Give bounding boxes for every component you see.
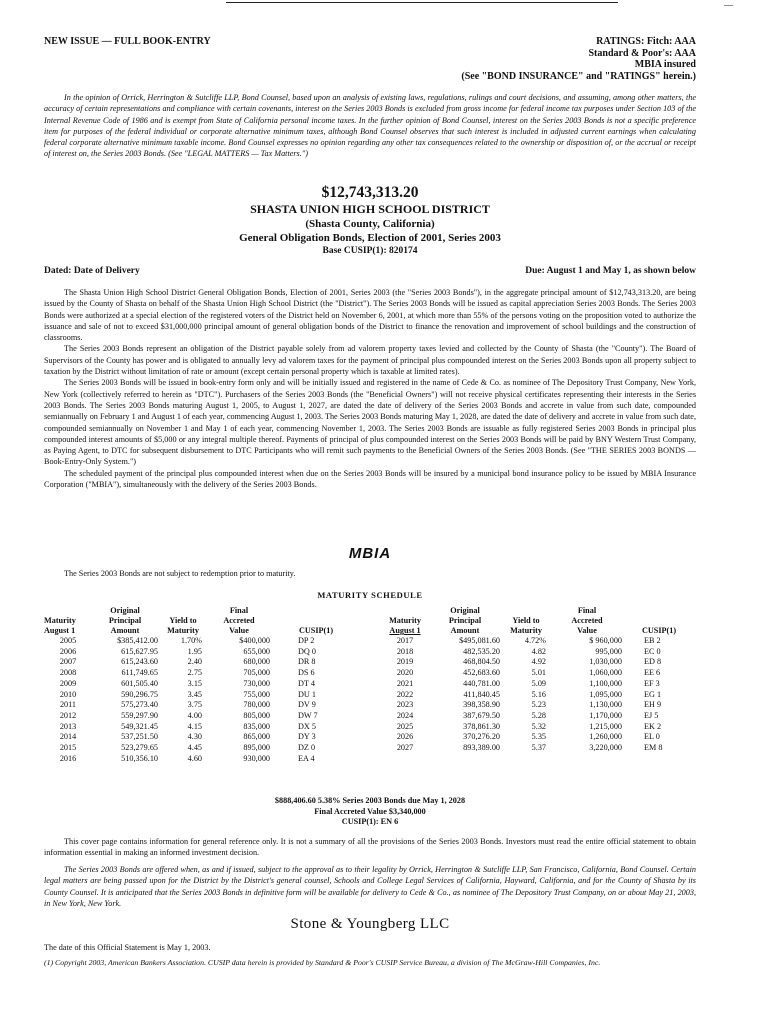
accreted-value: 1,060,000 — [589, 668, 622, 678]
maturity-year: 2012 — [59, 710, 77, 720]
principal-amount: 398,358.90 — [463, 700, 500, 710]
base-cusip: Base CUSIP(1): 820174 — [322, 246, 418, 256]
rating-line: (See "BOND INSURANCE" and "RATINGS" herein.) — [461, 70, 696, 82]
cusip-suffix: DU 1 — [298, 689, 316, 699]
table-row — [380, 657, 696, 668]
yield-value: 5.35 — [531, 732, 546, 742]
col-accreted: Final Accreted Value — [571, 606, 603, 635]
table-row — [44, 636, 362, 647]
yield-value: 1.95 — [187, 646, 202, 656]
rating-line: Standard & Poor's: AAA — [588, 47, 696, 59]
table-row — [44, 700, 362, 711]
term-bond-line: CUSIP(1): EN 6 — [341, 817, 399, 826]
mbia-logo: MBIA — [348, 545, 392, 562]
yield-value: 1.70% — [180, 636, 202, 645]
principal-amount: 440,781.00 — [463, 678, 500, 688]
body-paragraph: The Series 2003 Bonds will be issued in book-entry form only and will be initially issued and registered in the name of Cede & Co. as nominee of The Depository Trust Company, New York, New York (collectively referred to herein as "DTC"). Purchasers of the Series 2003 Bonds (the "Beneficial Owners") will not receive physical certificates representing their interests in the Series 2003 Bonds. The Series 2003 Bonds maturing August 1, 2005, to August 1, 2027, are dated the date of delivery of the Series 2003 Bonds and accrete in value from such date, compounded semiannually on February 1 and August 1 of each year, commencing August 1, 2003. The Series 2003 Bonds maturing May 1, 2028, are dated the date of delivery and accrete in value from such date, compounded semiannually on November 1 and May 1 of each year, commencing November 1, 2003. The Series 2003 Bonds are issuable as fully registered Series 2003 Bonds in principal plus compounded interest amounts of $5,000 or any integral multiple thereof. Payments of principal of plus compounded interest on the Series 2003 Bonds will be paid by BNY Western Trust Company, as Paying Agent, to DTC for subsequent disbursement to DTC Participants who will remit such payments to the Beneficial Owners of the Series 2003 Bonds. (See "THE SERIES 2003 BONDS — Book-Entry-Only System.") — [44, 378, 696, 467]
cusip-suffix: EG 1 — [644, 689, 662, 699]
col-maturity: Maturity August 1 — [44, 616, 76, 635]
accreted-value: 1,130,000 — [589, 700, 622, 710]
table-row — [44, 711, 362, 722]
cusip-suffix: DZ 0 — [298, 743, 316, 753]
maturity-year: 2016 — [59, 753, 77, 763]
maturity-year: 2020 — [396, 668, 414, 678]
cover-note: This cover page contains information for general reference only. It is not a summary of all the provisions of the Series 2003 Bonds. Investors must read the entire official statement to obtain information essential in making an informed investment decision. — [44, 837, 696, 858]
maturity-year: 2027 — [396, 743, 414, 753]
principal-amount: 510,356.10 — [121, 753, 158, 763]
accreted-value: 730,000 — [243, 678, 270, 688]
yield-value: 5.28 — [531, 710, 546, 720]
principal-amount: 575,273.40 — [121, 700, 158, 710]
accreted-value: 780,000 — [243, 700, 270, 710]
yield-value: 3.75 — [187, 700, 202, 710]
col-principal: Original Principal Amount — [448, 606, 482, 635]
redemption-note: The Series 2003 Bonds are not subject to redemption prior to maturity. — [64, 569, 296, 578]
cusip-suffix: EH 9 — [644, 700, 662, 710]
accreted-value: 705,000 — [243, 668, 270, 678]
table-row — [380, 711, 696, 722]
principal-amount: $385,412.00 — [117, 636, 158, 645]
accreted-value: 865,000 — [243, 732, 270, 742]
principal-amount: 378,861.30 — [463, 721, 500, 731]
table-row — [380, 700, 696, 711]
table-row — [380, 722, 696, 733]
underwriter-name: Stone & Youngberg LLC — [290, 916, 450, 932]
due-label: Due: August 1 and May 1, as shown below — [525, 266, 696, 276]
rating-line: RATINGS: Fitch: AAA — [596, 36, 696, 47]
table-row — [44, 668, 362, 679]
table-row — [380, 668, 696, 679]
cusip-suffix: EB 2 — [644, 636, 661, 645]
yield-value: 2.75 — [187, 668, 202, 678]
maturity-year: 2022 — [396, 689, 414, 699]
accreted-value: 805,000 — [243, 710, 270, 720]
accreted-value: 995,000 — [595, 646, 622, 656]
principal-amount: 615,627.95 — [121, 646, 158, 656]
accreted-value: $ 960,000 — [589, 636, 622, 645]
table-row — [44, 657, 362, 668]
table-row — [380, 636, 696, 647]
cusip-suffix: EC 0 — [644, 646, 661, 656]
header — [44, 36, 696, 86]
maturity-year: 2025 — [396, 721, 414, 731]
bond-series: General Obligation Bonds, Election of 2001, Series 2003 — [239, 232, 501, 244]
col-cusip: CUSIP(1) — [298, 626, 334, 635]
table-row — [380, 690, 696, 701]
col-yield: Yield to Maturity — [167, 616, 199, 635]
maturity-year: 2013 — [59, 721, 77, 731]
maturity-year: 2026 — [396, 732, 414, 742]
maturity-year: 2015 — [59, 743, 77, 753]
cusip-suffix: EJ 5 — [644, 710, 659, 720]
principal-amount: 559,297.90 — [121, 710, 158, 720]
yield-value: 4.15 — [187, 721, 202, 731]
table-row — [44, 754, 362, 765]
maturity-year: 2024 — [396, 710, 414, 720]
cusip-suffix: DX 5 — [298, 721, 316, 731]
body-paragraph: The Series 2003 Bonds represent an obligation of the District payable solely from ad valorem property taxes levied and collected by the County of Shasta (the "County"). The Board of Supervisors of the County has power and is obligated to annually levy ad valorem taxes for the payment of principal plus compounded interest on the Series 2003 Bonds upon all property subject to taxation by the District without limitation of rate or amount (except certain personal property which is taxable at limited rates). — [44, 344, 696, 377]
maturity-year: 2018 — [396, 646, 414, 656]
cusip-suffix: EF 3 — [644, 678, 660, 688]
accreted-value: 1,030,000 — [589, 657, 622, 667]
table-row — [380, 679, 696, 690]
maturity-year: 2023 — [396, 700, 414, 710]
yield-value: 4.72% — [524, 636, 546, 645]
col-maturity: Maturity August 1 — [389, 616, 421, 635]
cusip-suffix: EK 2 — [644, 721, 662, 731]
maturity-year: 2019 — [396, 657, 414, 667]
statement-date: The date of this Official Statement is May 1, 2003. — [44, 943, 211, 952]
cusip-suffix: EM 8 — [644, 743, 663, 753]
yield-value: 2.40 — [187, 657, 202, 667]
yield-value: 4.92 — [531, 657, 546, 667]
col-yield: Yield to Maturity — [510, 616, 542, 635]
body-paragraph: The Shasta Union High School District General Obligation Bonds, Election of 2001, Series 2003 (the "Series 2003 Bonds"), in the aggregate principal amount of $12,743,313.20, are being issued by the County of Shasta on behalf of the Shasta Union High School District (the "District"). The Series 2003 Bonds will be issued as capital appreciation Series 2003 Bonds. The Series 2003 Bonds were authorized at a special election of the registered voters of the District held on November 6, 2001, at which more than 55% of the persons voting on the proposition voted to authorize the issuance and sale of not to exceed $31,000,000 principal amount of general obligation bonds of the District to finance the renovation and improvement of school buildings and the construction of classrooms. — [44, 288, 696, 343]
accreted-value: $400,000 — [239, 636, 270, 645]
table-row — [44, 679, 362, 690]
maturity-year: 2010 — [59, 689, 77, 699]
cusip-footnote: (1) Copyright 2003, American Bankers Association. CUSIP data herein is provided by Standard & Poor's CUSIP Service Bureau, a division of The McGraw-Hill Companies, Inc. — [44, 958, 601, 967]
accreted-value: 895,000 — [243, 743, 270, 753]
maturity-year: 2011 — [59, 700, 77, 710]
top-rule — [226, 2, 618, 3]
principal-amount: 411,840.45 — [463, 689, 500, 699]
maturity-year: 2007 — [59, 657, 77, 667]
cusip-suffix: ED 8 — [644, 657, 662, 667]
table-row — [44, 732, 362, 743]
table-row — [44, 722, 362, 733]
right-rows — [380, 636, 696, 754]
cusip-suffix: EA 4 — [298, 753, 315, 763]
body-text — [44, 287, 696, 490]
principal-amount: 590,296.75 — [121, 689, 158, 699]
accreted-value: 1,095,000 — [589, 689, 622, 699]
yield-value: 4.45 — [187, 743, 202, 753]
principal-amount: 387,679.50 — [463, 710, 500, 720]
maturity-year: 2009 — [59, 678, 77, 688]
accreted-value: 835,000 — [243, 721, 270, 731]
accreted-value: 655,000 — [243, 646, 270, 656]
cusip-suffix: DQ 0 — [298, 646, 316, 656]
ratings-block — [461, 36, 696, 82]
principal-amount: 452,683.60 — [463, 668, 500, 678]
cusip-suffix: DT 4 — [298, 678, 315, 688]
cusip-suffix: EL 0 — [644, 732, 660, 742]
yield-value: 4.30 — [187, 732, 202, 742]
col-accreted: Final Accreted Value — [223, 606, 255, 635]
principal-amount: 601,505.40 — [121, 678, 158, 688]
cusip-suffix: EE 6 — [644, 668, 661, 678]
yield-value: 5.01 — [531, 668, 546, 678]
principal-amount: 482,535.20 — [463, 646, 500, 656]
cusip-suffix: DR 8 — [298, 657, 316, 667]
cusip-suffix: DP 2 — [298, 636, 315, 645]
yield-value: 5.16 — [531, 689, 546, 699]
table-row — [44, 647, 362, 658]
schedule-title: MATURITY SCHEDULE — [317, 590, 423, 600]
cusip-suffix: DV 9 — [298, 700, 316, 710]
col-cusip: CUSIP(1) — [641, 626, 677, 635]
county-name: (Shasta County, California) — [305, 218, 435, 230]
accreted-value: 680,000 — [243, 657, 270, 667]
left-rows — [44, 636, 362, 764]
yield-value: 4.00 — [187, 710, 202, 720]
principal-amount: 537,251.50 — [121, 732, 158, 742]
aggregate-amount: $12,743,313.20 — [321, 184, 419, 201]
maturity-table-right — [380, 606, 696, 754]
accreted-value: 1,260,000 — [589, 732, 622, 742]
cusip-suffix: DW 7 — [298, 710, 318, 720]
maturity-table-left — [44, 606, 362, 764]
term-bond-line: Final Accreted Value $3,340,000 — [314, 806, 426, 816]
accreted-value: 3,220,000 — [589, 743, 622, 753]
principal-amount: $495,081.60 — [459, 636, 500, 645]
principal-amount: 893,389.00 — [463, 743, 500, 753]
yield-value: 5.32 — [531, 721, 546, 731]
principal-amount: 549,321.45 — [121, 721, 158, 731]
maturity-year: 2006 — [59, 646, 77, 656]
offering-terms: The Series 2003 Bonds are offered when, as and if issued, subject to the approval as to their legality by Orrick, Herrington & Sutcliffe LLP, San Francisco, California, Bond Counsel. Certain legal matters are being passed upon for the District by the District's general counsel, Schools and College Legal Services of California, Hayward, California, and for the County of Shasta by its County Counsel. It is anticipated that the Series 2003 Bonds in definitive form will be available for delivery to Cede & Co., as nominee of The Depository Trust Company, on or about May 21, 2003, in New York, New York. — [44, 865, 696, 908]
maturity-year: 2021 — [396, 678, 414, 688]
accreted-value: 1,170,000 — [589, 710, 622, 720]
body-paragraph: The scheduled payment of the principal plus compounded interest when due on the Series 2003 Bonds will be insured by a municipal bond insurance policy to be issued by MBIA Insurance Corporation ("MBIA"), simultaneously with the delivery of the Series 2003 Bonds. — [44, 468, 696, 490]
table-row — [44, 690, 362, 701]
col-principal: Original Principal Amount — [108, 606, 142, 635]
term-bond — [44, 796, 696, 828]
corner-mark: — — [724, 0, 733, 10]
maturity-year: 2014 — [59, 732, 77, 742]
yield-value: 4.60 — [187, 753, 202, 763]
cusip-suffix: DY 3 — [298, 732, 316, 742]
new-issue-label: NEW ISSUE — FULL BOOK-ENTRY — [44, 36, 211, 47]
accreted-value: 930,000 — [243, 753, 270, 763]
principal-amount: 615,243.60 — [121, 657, 158, 667]
yield-value: 5.09 — [531, 678, 546, 688]
table-row — [380, 647, 696, 658]
tax-opinion: In the opinion of Orrick, Herrington & Sutcliffe LLP, Bond Counsel, based upon an analysis of existing laws, regulations, rulings and court decisions, and assuming, among other matters, the accuracy of certain representations and compliance with certain covenants, interest on the Series 2003 Bonds is excluded from gross income for federal income tax purposes under Section 103 of the Internal Revenue Code of 1986 and is exempt from State of California personal income taxes. In the further opinion of Bond Counsel, interest on the Series 2003 Bonds is not a specific preference item for purposes of the federal individual or corporate alternative minimum taxes, although Bond Counsel observes that such interest is included in adjusted current earnings when calculating federal corporate alternative minimum taxable income. Bond Counsel expresses no opinion regarding any other tax consequences related to the ownership or disposition of, or the accrual or receipt of interest on, the Series 2003 Bonds. (See "LEGAL MATTERS — Tax Matters.") — [44, 93, 696, 159]
table-row — [380, 732, 696, 743]
maturity-year: 2005 — [59, 636, 77, 645]
district-name: SHASTA UNION HIGH SCHOOL DISTRICT — [250, 202, 490, 216]
maturity-year: 2008 — [59, 668, 77, 678]
yield-value: 5.37 — [531, 743, 546, 753]
principal-amount: 611,749.65 — [121, 668, 158, 678]
dated-due-row — [44, 266, 696, 276]
table-row — [44, 743, 362, 754]
table-row — [380, 743, 696, 754]
principal-amount: 370,276.20 — [463, 732, 500, 742]
yield-value: 5.23 — [531, 700, 546, 710]
dated-label: Dated: Date of Delivery — [44, 266, 140, 276]
yield-value: 3.15 — [187, 678, 202, 688]
principal-amount: 468,804.50 — [463, 657, 500, 667]
yield-value: 3.45 — [187, 689, 202, 699]
maturity-year: 2017 — [396, 636, 414, 645]
yield-value: 4.82 — [531, 646, 546, 656]
accreted-value: 755,000 — [243, 689, 270, 699]
accreted-value: 1,215,000 — [589, 721, 622, 731]
accreted-value: 1,100,000 — [589, 678, 622, 688]
principal-amount: 523,279.65 — [121, 743, 158, 753]
rating-line: MBIA insured — [634, 59, 696, 70]
term-bond-line: $888,406.60 5.38% Series 2003 Bonds due May 1, 2028 — [274, 796, 466, 805]
cusip-suffix: DS 6 — [298, 668, 315, 678]
title-block — [44, 184, 696, 257]
